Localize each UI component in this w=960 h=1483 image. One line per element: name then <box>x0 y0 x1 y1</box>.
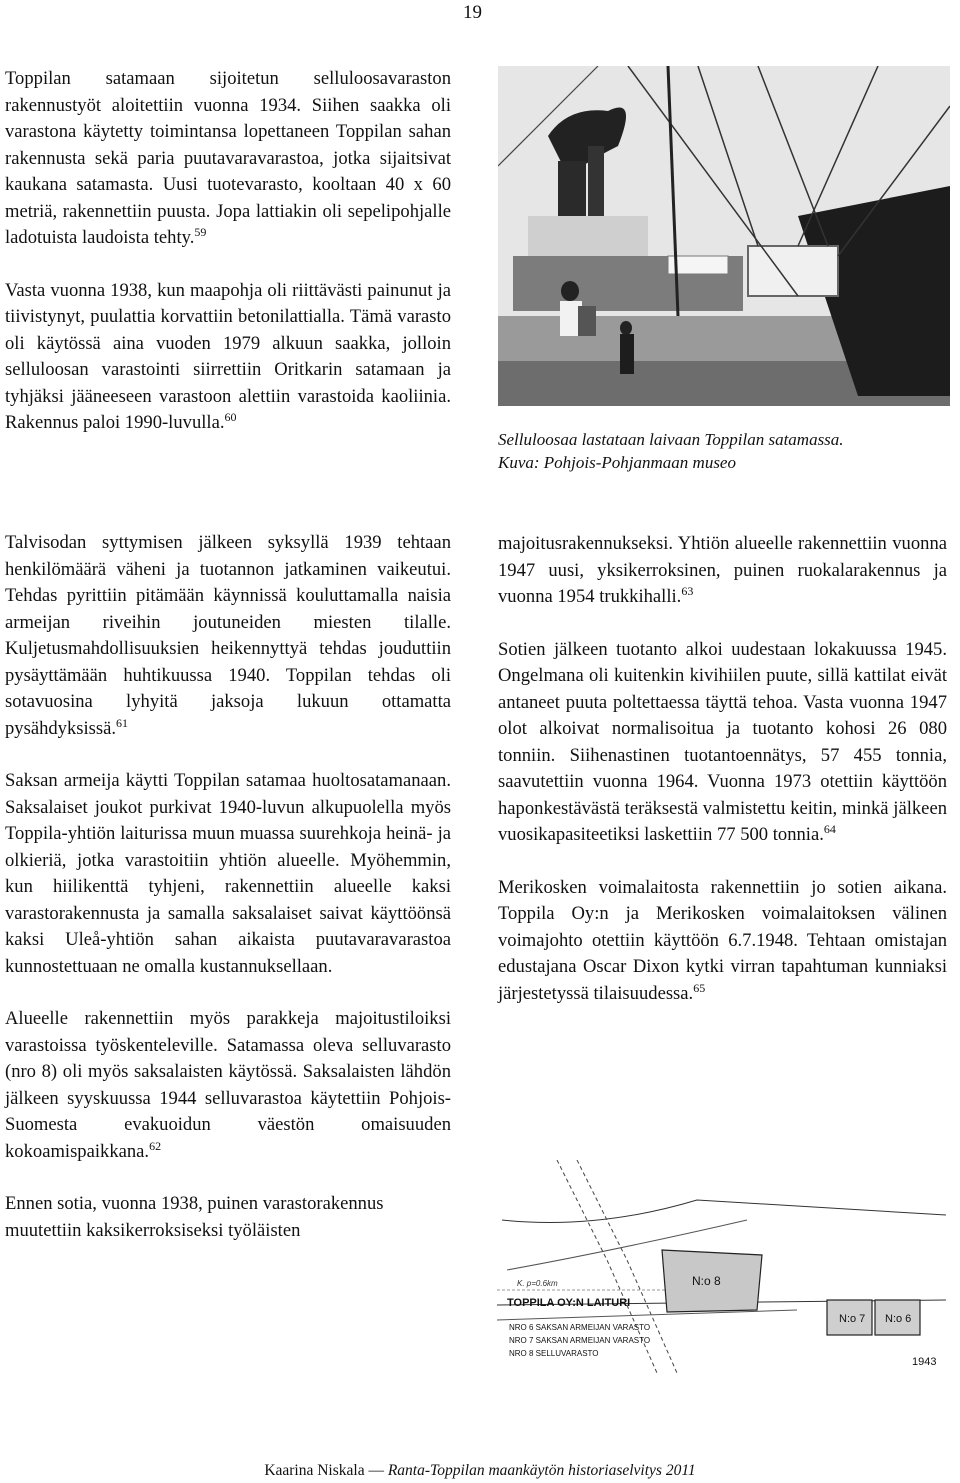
paragraph: Sotien jälkeen tuotanto alkoi uudestaan lokakuussa 1945. Ongelmana oli kuitenkin kivihiilen puute, sillä kattilat eivät antaneet puuta poltettaessa täyttä tehoa. Vasta vuonna 1947 olot alkoivat normalisoitua ja tuotanto kohosi 26 080 tonniin. Siihenastinen tuotantoennätys, 57 455 tonnia, saavutettiin vuonna 1964. Vuonna 1973 otettiin käyttöön haponkestävästä teräksestä valmistettu keitin, minkä jälkeen vuosikapasiteetiksi laskettiin 77 500 tonnia.$^{64}$ <box>498 638 947 845</box>
map-title: TOPPILA OY:N LAITURI <box>507 1297 631 1309</box>
footnote-ref: 64 <box>823 821 836 836</box>
harbor-map <box>497 1160 946 1373</box>
paragraph: Alueelle rakennettiin myös parakkeja majoitustiloiksi varastoissa työskenteleville. Satamassa oleva selluvarasto (nro 8) oli myös saksalaisten käytössä. Saksalaisten lähdön jälkeen syyskuussa 1944 selluvarastoa käytettiin Pohjois-Suomesta evakuoidun väestön omaisuuden kokoamispaikkana.$^{62}$ <box>5 1008 451 1162</box>
harbor-photo <box>498 66 950 406</box>
map-legend-2: NRO 7 SAKSAN ARMEIJAN VARASTO <box>509 1336 651 1345</box>
map-scale: K. p=0.6km <box>517 1279 558 1288</box>
map-label-6: N:o 6 <box>885 1313 912 1325</box>
paragraph: Merikosken voimalaitosta rakennettiin jo sotien aikana. Toppila Oy:n ja Merikosken voimalaitoksen välinen voimajohto otettiin käyttöön 6.7.1948. Tehtaan omistajan edustajana Oscar Dixon kytki virran tapahtuman kunniaksi järjestetyssä tilaisuudessa.$^{65}$ <box>498 876 947 1004</box>
map-legend-3: NRO 8 SELLUVARASTO <box>509 1349 599 1358</box>
paragraph: Toppilan satamaan sijoitetun selluloosavaraston rakennustyöt aloitettiin vuonna 1934. Siihen saakka oli varastona käytetty toimintansa lopettaneen Toppilan sahan rakennusta sekä paria puutavaravarastoa, jotka sijaitsivat kaukana satamasta. Uusi tuotevarasto, kooltaan 40 x 60 metriä, rakennettiin puusta. Jopa lattiakin oli sepelipohjalle ladotuista laudoista tehty.$^{59}$ <box>5 68 451 248</box>
map-year: 1943 <box>912 1356 937 1368</box>
footnote-ref: 60 <box>224 409 237 424</box>
footnote-ref: 62 <box>149 1138 162 1153</box>
footnote-ref: 59 <box>194 224 207 239</box>
paragraph: Talvisodan syttymisen jälkeen syksyllä 1939 tehtaan henkilömäärä väheni ja tuotannon jatkaminen vaikeutui. Tehdas pyrittiin pitämään käynnissä kouluttamalla naisia armeijan riveihin joutuneiden miesten tilalle. Kuljetusmahdollisuuksien heikennyttyä tehdas jouduttiin pysäyttämään huhtikuussa 1940. Toppilan tehdas oli sotavuosina lyhyitä jaksoja lukuun ottamatta pysähdyksissä.$^{61}$ <box>5 532 451 739</box>
page-number: 19 <box>463 2 482 23</box>
left-column-bottom <box>5 530 451 1244</box>
left-column-top <box>5 66 451 437</box>
footer-author: Kaarina Niskala <box>264 1462 365 1479</box>
footnote-ref: 63 <box>681 583 694 598</box>
paragraph: Saksan armeija käytti Toppilan satamaa huoltosatamanaan. Saksalaiset joukot purkivat 1940-luvun alkupuolella myös Toppila-yhtiön laiturissa muun muassa suurehkoja heinä- ja olkieriä, jotka varastoitiin yhtiön alueelle. Myöhemmin, kun hiilikenttä tyhjeni, rakennettiin alueelle kaksi varastorakennusta ja samalla saksalaiset saivat käyttöönsä kaksi Uleå-yhtiön sahan aikaista puutavaravarastoa kunnostettuaan ne omalla kustannuksellaan. <box>5 770 451 977</box>
footnote-ref: 61 <box>116 715 129 730</box>
page-footer <box>0 1462 960 1480</box>
paragraph: Vasta vuonna 1938, kun maapohja oli riittävästi painunut ja tiivistynyt, puulattia korvattiin betonilattialla. Tämä varasto oli käytössä aina vuoden 1979 alkuun saakka, jolloin selluloosan varastointi siirrettiin Oritkarin satamaan ja tyhjäksi jääneeseen varastoon alettiin varastoida kaoliinia. Rakennus paloi 1990-luvulla.$^{60}$ <box>5 279 451 433</box>
footnote-ref: 65 <box>693 980 706 995</box>
paragraph: Ennen sotia, vuonna 1938, puinen varastorakennus muutettiin kaksikerroksiseksi työläisten <box>5 1193 384 1241</box>
photo-caption: Selluloosaa lastataan laivaan Toppilan satamassa. Kuva: Pohjois-Pohjanmaan museo <box>498 430 844 472</box>
footer-title: Ranta-Toppilan maankäytön historiaselvitys 2011 <box>387 1462 696 1479</box>
map-label-7: N:o 7 <box>839 1313 866 1325</box>
map-label-8: N:o 8 <box>692 1274 721 1288</box>
right-column <box>498 531 947 1007</box>
map-legend-1: NRO 6 SAKSAN ARMEIJAN VARASTO <box>509 1323 651 1332</box>
paragraph: majoitusrakennukseksi. Yhtiön alueelle rakennettiin vuonna 1947 uusi, yksikerroksinen, puinen ruokalarakennus ja vuonna 1954 trukkihalli.$^{63}$ <box>498 533 947 607</box>
footer-dash: — <box>368 1462 384 1479</box>
